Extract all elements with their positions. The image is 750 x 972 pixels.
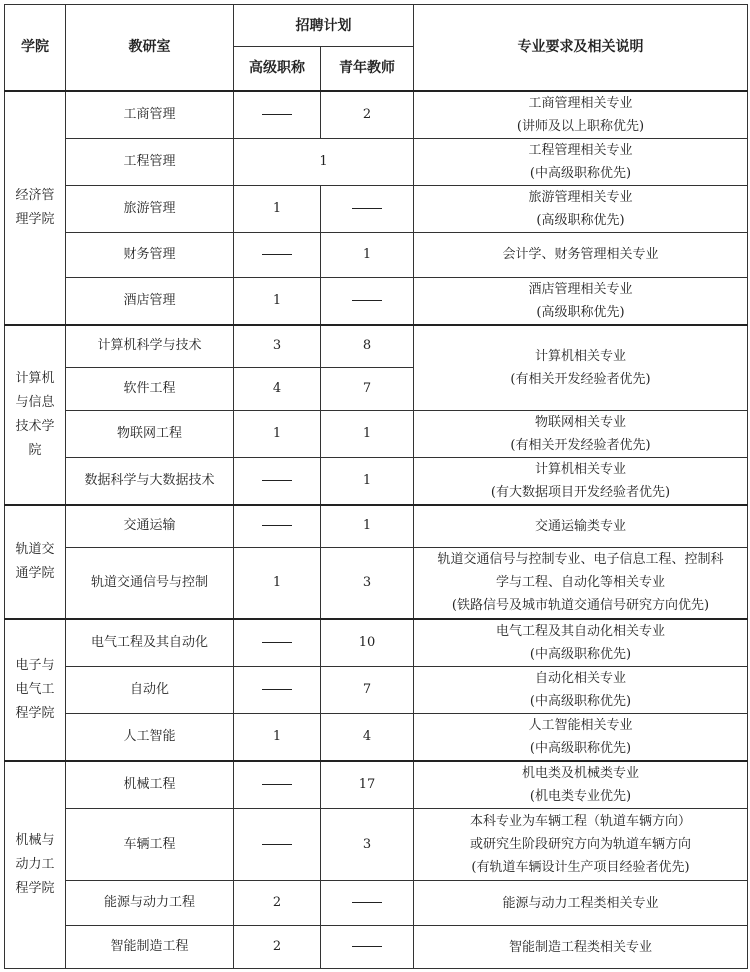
requirement xyxy=(414,185,748,232)
young-count xyxy=(321,881,414,926)
header-college: 学院 xyxy=(5,5,66,91)
college-name: 经济管理学院 xyxy=(5,91,66,325)
young-count: 3 xyxy=(321,547,414,619)
young-count: 8 xyxy=(321,325,414,368)
table-row xyxy=(5,277,748,325)
requirement xyxy=(414,505,748,547)
requirement-line: 交通运输类专业 xyxy=(534,518,626,534)
requirement xyxy=(414,325,748,411)
requirement-line: (高级职称优先) xyxy=(536,212,625,228)
table-row xyxy=(5,761,748,809)
college-name: 机械与动力工程学院 xyxy=(5,761,66,969)
dept-name: 计算机科学与技术 xyxy=(66,325,234,368)
senior-count: 3 xyxy=(234,325,321,368)
table-row xyxy=(5,714,748,762)
young-count: 7 xyxy=(321,667,414,714)
header-plan: 招聘计划 xyxy=(234,5,414,47)
dept-name: 软件工程 xyxy=(66,368,234,411)
requirement-line: (中高级职称优先) xyxy=(529,647,632,662)
requirement-line: 人工智能相关专业 xyxy=(528,718,633,733)
requirement-line: (铁路信号及城市轨道交通信号研究方向优先) xyxy=(451,598,710,614)
dash-mark xyxy=(262,254,292,255)
requirement-line: (讲师及以上职称优先) xyxy=(516,118,645,134)
table-row xyxy=(5,325,748,368)
young-count: 17 xyxy=(321,761,414,809)
dept-name: 旅游管理 xyxy=(66,185,234,232)
table-row xyxy=(5,232,748,277)
requirement-line: (高级职称优先) xyxy=(536,304,625,320)
requirement xyxy=(414,91,748,139)
recruitment-table xyxy=(4,4,748,969)
young-count: 2 xyxy=(321,91,414,139)
table-row xyxy=(5,138,748,185)
table-row xyxy=(5,91,748,139)
requirement-line: 能源与动力工程类相关专业 xyxy=(502,895,659,911)
requirement xyxy=(414,714,748,762)
dept-name: 物联网工程 xyxy=(66,411,234,458)
senior-count: 2 xyxy=(234,926,321,969)
dept-name: 智能制造工程 xyxy=(66,926,234,969)
dept-name: 工商管理 xyxy=(66,91,234,139)
requirement xyxy=(414,232,748,277)
college-name: 电子与电气工程学院 xyxy=(5,619,66,761)
dept-name: 电气工程及其自动化 xyxy=(66,619,234,667)
dept-name: 数据科学与大数据技术 xyxy=(66,458,234,506)
college-name: 计算机与信息技术学院 xyxy=(5,325,66,506)
requirement xyxy=(414,809,748,881)
requirement-line: 轨道交通信号与控制专业、电子信息工程、控制科 xyxy=(437,552,724,568)
table-row xyxy=(5,619,748,667)
requirement-line: (中高级职称优先) xyxy=(529,694,632,709)
requirement xyxy=(414,547,748,619)
header-requirements: 专业要求及相关说明 xyxy=(414,5,748,91)
senior-count: 2 xyxy=(234,881,321,926)
dash-mark xyxy=(262,642,292,643)
young-count: 1 xyxy=(321,505,414,547)
requirement-line: (有相关开发经验者优先) xyxy=(510,371,651,387)
requirement-line: 机电类及机械类专业 xyxy=(521,766,639,781)
senior-count: 1 xyxy=(234,185,321,232)
requirement-line: (有大数据项目开发经验者优先) xyxy=(490,485,671,500)
senior-count xyxy=(234,619,321,667)
requirement-line: 或研究生阶段研究方向为轨道车辆方向 xyxy=(469,837,691,852)
dash-mark xyxy=(262,844,292,845)
dept-name: 车辆工程 xyxy=(66,809,234,881)
requirement-line: 智能制造工程类相关专业 xyxy=(508,939,652,955)
senior-count: 1 xyxy=(234,714,321,762)
dash-mark xyxy=(352,946,382,947)
table-row xyxy=(5,458,748,506)
requirement xyxy=(414,277,748,325)
header-dept: 教研室 xyxy=(66,5,234,91)
senior-count: 1 xyxy=(234,547,321,619)
senior-count xyxy=(234,505,321,547)
dept-name: 工程管理 xyxy=(66,138,234,185)
young-count: 10 xyxy=(321,619,414,667)
table-row xyxy=(5,185,748,232)
requirement xyxy=(414,138,748,185)
young-count: 3 xyxy=(321,809,414,881)
table-row xyxy=(5,926,748,969)
senior-count: 1 xyxy=(234,277,321,325)
requirement-line: (中高级职称优先) xyxy=(529,741,632,756)
college-name: 轨道交通学院 xyxy=(5,505,66,619)
dash-mark xyxy=(262,784,292,785)
dash-mark xyxy=(262,114,292,115)
senior-count: 4 xyxy=(234,368,321,411)
table-row xyxy=(5,809,748,881)
young-count: 1 xyxy=(321,458,414,506)
senior-count: 1 xyxy=(234,411,321,458)
dept-name: 财务管理 xyxy=(66,232,234,277)
dash-mark xyxy=(352,300,382,301)
requirement-line: 自动化相关专业 xyxy=(534,671,626,686)
requirement-line: 工商管理相关专业 xyxy=(528,95,633,111)
young-count: 1 xyxy=(321,411,414,458)
dept-name: 机械工程 xyxy=(66,761,234,809)
merged-count: 1 xyxy=(234,138,414,185)
table-row xyxy=(5,547,748,619)
requirement-line: 工程管理相关专业 xyxy=(528,142,633,158)
requirement xyxy=(414,926,748,969)
requirement-line: 旅游管理相关专业 xyxy=(528,189,633,205)
requirement-line: (机电类专业优先) xyxy=(529,789,632,804)
requirement-line: (有相关开发经验者优先) xyxy=(510,438,651,453)
young-count xyxy=(321,185,414,232)
requirement-line: 会计学、财务管理相关专业 xyxy=(502,247,659,262)
young-count: 1 xyxy=(321,232,414,277)
requirement-line: 酒店管理相关专业 xyxy=(528,281,633,297)
requirement-line: 计算机相关专业 xyxy=(534,348,626,364)
requirement-line: 学与工程、自动化等相关专业 xyxy=(495,575,665,591)
requirement-line: 物联网相关专业 xyxy=(534,415,626,430)
table-row xyxy=(5,505,748,547)
dept-name: 人工智能 xyxy=(66,714,234,762)
requirement xyxy=(414,881,748,926)
requirement xyxy=(414,458,748,506)
requirement-line: (有轨道车辆设计生产项目经验者优先) xyxy=(471,860,690,875)
young-count: 4 xyxy=(321,714,414,762)
young-count xyxy=(321,926,414,969)
requirement xyxy=(414,619,748,667)
dept-name: 酒店管理 xyxy=(66,277,234,325)
dept-name: 轨道交通信号与控制 xyxy=(66,547,234,619)
dept-name: 交通运输 xyxy=(66,505,234,547)
senior-count xyxy=(234,809,321,881)
dash-mark xyxy=(262,480,292,481)
senior-count xyxy=(234,458,321,506)
dash-mark xyxy=(262,525,292,526)
requirement-line: (中高级职称优先) xyxy=(529,165,632,181)
header-senior: 高级职称 xyxy=(234,47,321,91)
senior-count xyxy=(234,761,321,809)
young-count: 7 xyxy=(321,368,414,411)
dash-mark xyxy=(352,208,382,209)
senior-count xyxy=(234,91,321,139)
table-row xyxy=(5,411,748,458)
table-row xyxy=(5,667,748,714)
dash-mark xyxy=(352,902,382,903)
dept-name: 自动化 xyxy=(66,667,234,714)
requirement xyxy=(414,667,748,714)
dept-name: 能源与动力工程 xyxy=(66,881,234,926)
requirement xyxy=(414,761,748,809)
requirement-line: 本科专业为车辆工程（轨道车辆方向） xyxy=(469,814,691,829)
requirement-line: 计算机相关专业 xyxy=(534,462,626,477)
senior-count xyxy=(234,232,321,277)
requirement-line: 电气工程及其自动化相关专业 xyxy=(495,624,665,639)
table-row xyxy=(5,881,748,926)
young-count xyxy=(321,277,414,325)
requirement xyxy=(414,411,748,458)
dash-mark xyxy=(262,689,292,690)
header-young: 青年教师 xyxy=(321,47,414,91)
senior-count xyxy=(234,667,321,714)
